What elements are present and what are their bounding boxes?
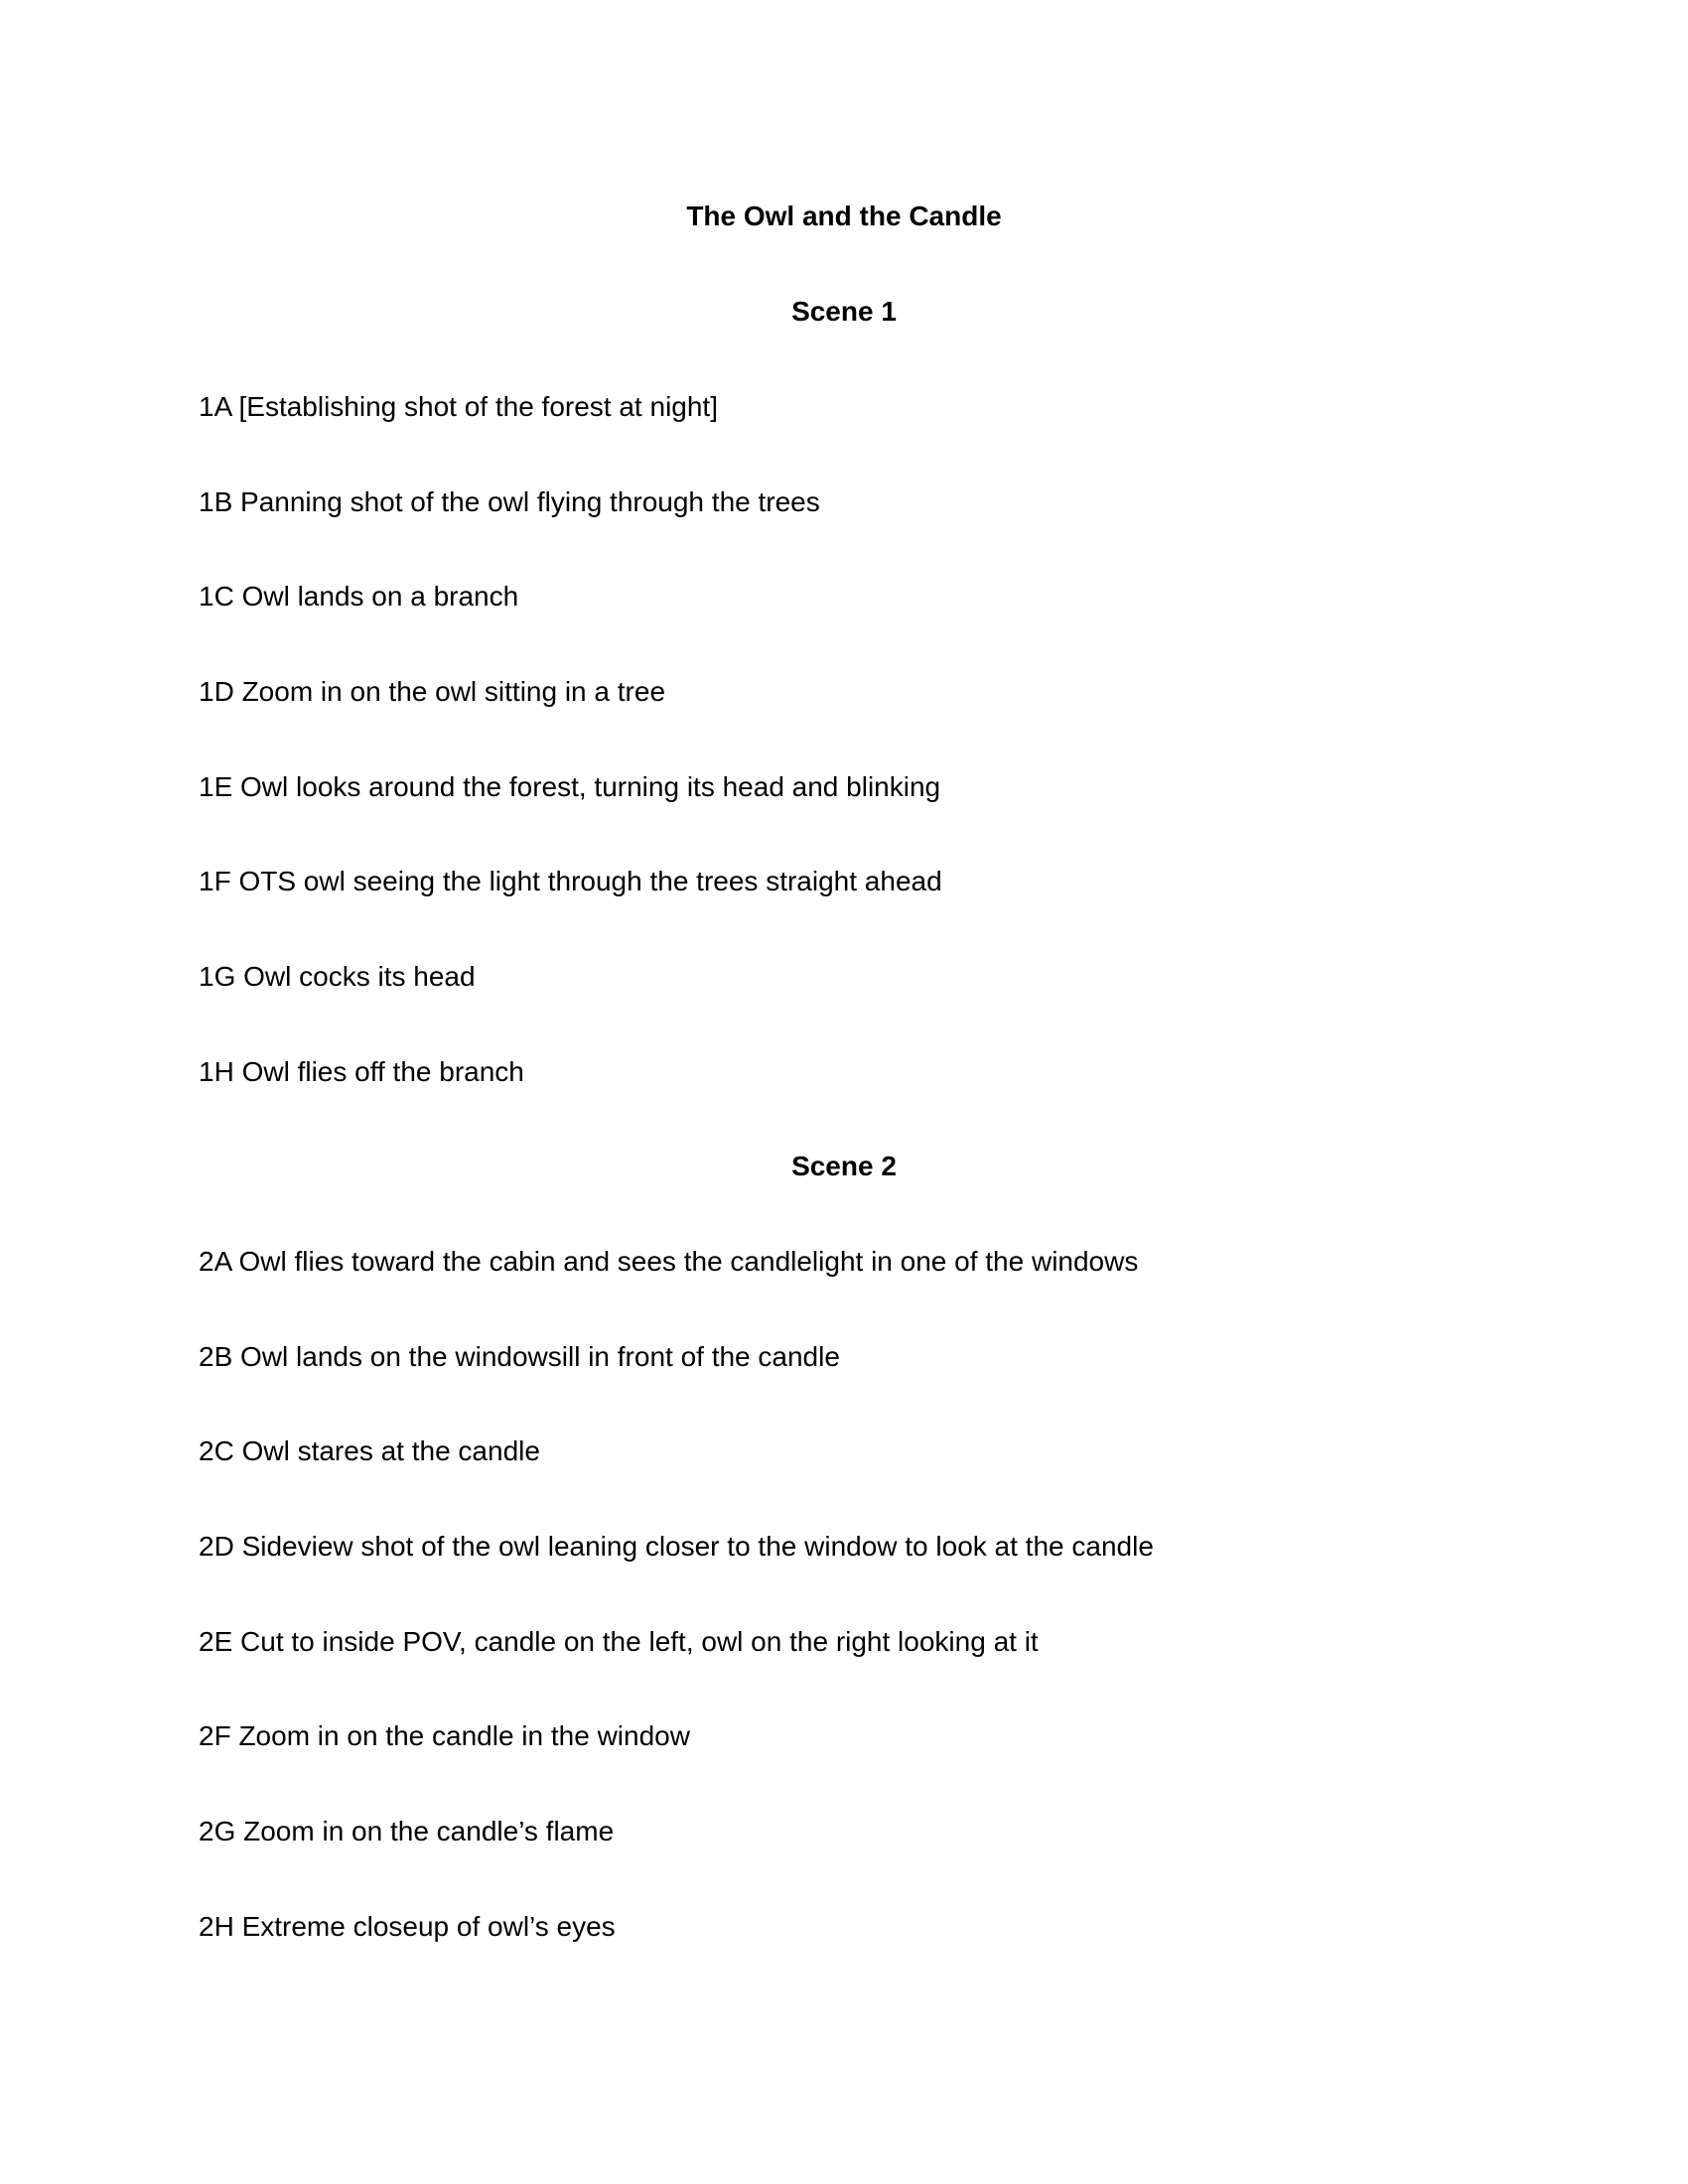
document-title: The Owl and the Candle bbox=[686, 201, 1002, 231]
shot-1g: 1G Owl cocks its head bbox=[199, 961, 476, 992]
shot-2h: 2H Extreme closeup of owl’s eyes bbox=[199, 1911, 616, 1942]
shot-2e: 2E Cut to inside POV, candle on the left, owl on the right looking at it bbox=[199, 1626, 1039, 1657]
scene-2-heading: Scene 2 bbox=[791, 1151, 897, 1181]
shot-2g: 2G Zoom in on the candle’s flame bbox=[199, 1816, 615, 1846]
shot-1h: 1H Owl flies off the branch bbox=[199, 1056, 524, 1087]
shot-1b: 1B Panning shot of the owl flying through the trees bbox=[199, 486, 820, 517]
shot-2a: 2A Owl flies toward the cabin and sees the candlelight in one of the windows bbox=[199, 1246, 1139, 1277]
shot-2d: 2D Sideview shot of the owl leaning closer to the window to look at the candle bbox=[199, 1531, 1154, 1562]
shot-1a: 1A [Establishing shot of the forest at night] bbox=[199, 391, 718, 422]
shot-1f: 1F OTS owl seeing the light through the trees straight ahead bbox=[199, 866, 942, 896]
scene-1-heading: Scene 1 bbox=[791, 296, 897, 327]
shot-1c: 1C Owl lands on a branch bbox=[199, 581, 519, 612]
shot-2b: 2B Owl lands on the windowsill in front of the candle bbox=[199, 1341, 840, 1372]
shot-2f: 2F Zoom in on the candle in the window bbox=[199, 1720, 690, 1751]
shot-2c: 2C Owl stares at the candle bbox=[199, 1435, 540, 1466]
shot-1e: 1E Owl looks around the forest, turning its head and blinking bbox=[199, 771, 941, 802]
shot-1d: 1D Zoom in on the owl sitting in a tree bbox=[199, 676, 666, 707]
